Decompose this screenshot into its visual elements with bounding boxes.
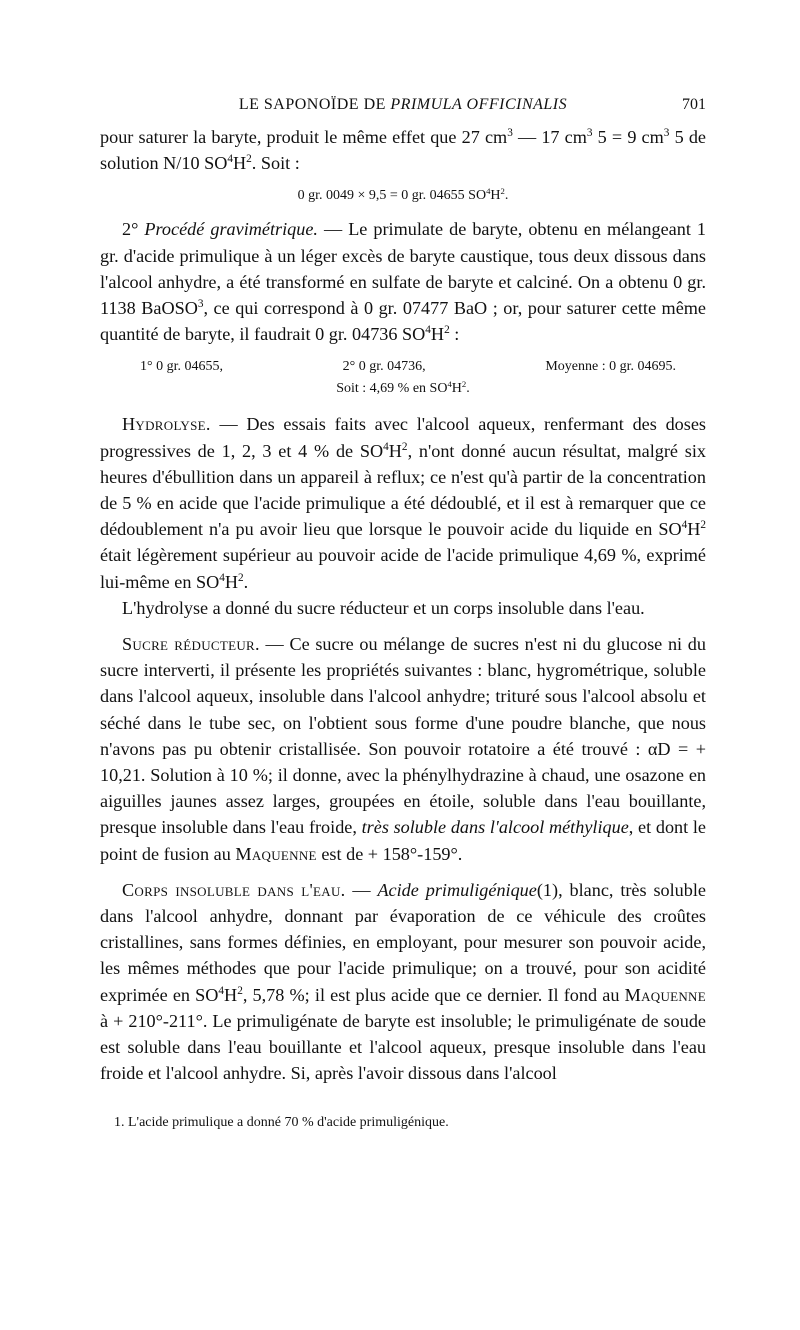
formula-acidity	[100, 186, 706, 206]
text-run: 5 de solution N/10 SO	[100, 127, 706, 174]
superscript: 3	[197, 298, 204, 311]
text-run: .	[243, 571, 249, 592]
result-percent	[100, 379, 706, 399]
text-run: , ce qui correspond à 0 gr. 07477 BaO ; or, pour saturer cette même quantité de baryte, il faudrait 0 gr. 04736 SO	[100, 298, 706, 345]
superscript: 4	[447, 379, 452, 390]
superscript: 2	[444, 324, 450, 337]
page-number: 701	[682, 96, 706, 113]
section-title: Procédé gravimétrique.	[144, 219, 318, 240]
author-name: Maquenne	[235, 843, 317, 864]
superscript: 4	[218, 984, 225, 997]
superscript: 2	[401, 440, 408, 453]
superscript: 4	[219, 571, 225, 584]
section-heading: Sucre réducteur.	[122, 634, 260, 655]
paragraph-reducing-sugar	[100, 631, 706, 867]
paragraph-insoluble-body	[100, 877, 706, 1087]
text-run: à + 210°-211°. Le primuligénate de baryte est insoluble; le primuligénate de soude est soluble dans l'eau bouillante et l'alcool aqueux, presque insoluble dans l'eau froide et l'alcool anhydre. Si, après l'avoir dissous dans l'alcool	[100, 1010, 706, 1084]
text-run: était légèrement supérieur au pouvoir acide de l'acide primulique 4,69 %, exprimé lui-même en SO	[100, 545, 706, 592]
text-run: est de + 158°-159°.	[316, 843, 463, 864]
superscript: 4	[681, 519, 688, 532]
result-mean: Moyenne : 0 gr. 04695.	[545, 359, 676, 375]
text-run: —	[345, 879, 378, 900]
text-run: H	[430, 324, 445, 345]
text-run: 0 gr. 0049 × 9,5 = 0 gr. 04655 SO	[297, 188, 487, 204]
running-head	[100, 96, 706, 118]
superscript: 2	[700, 519, 706, 532]
text-run: H	[451, 381, 462, 397]
paragraph-hydrolysis-result: L'hydrolyse a donné du sucre réducteur et un corps insoluble dans l'eau.	[122, 597, 645, 618]
body-text	[100, 124, 706, 1087]
superscript: 4	[425, 324, 431, 337]
text-run: . Soit :	[251, 153, 300, 174]
text-run: — 17 cm	[512, 127, 587, 147]
text-run: H	[224, 984, 238, 1005]
text-run: , n'ont donné aucun résultat, malgré six heures d'ébullition dans un appareil à reflux; ce n'est qu'à partir de la concentration de 5 % en acide que l'acide primulique a été dédoublé, et il est à remarquer que ce dédoublement n'a pu avoir lieu que lorsque le pouvoir acide du liquide en SO	[100, 440, 706, 540]
superscript: 2	[246, 153, 252, 166]
running-title-roman: LE SAPONOÏDE DE	[238, 96, 391, 113]
italic-run: très soluble dans l'alcool méthylique	[361, 817, 629, 838]
result-second: 2° 0 gr. 04736,	[342, 359, 426, 375]
paragraph-titration-continuation	[100, 124, 706, 176]
section-heading: Corps insoluble dans l'eau.	[122, 879, 346, 900]
footnote-marker: (1)	[536, 879, 559, 900]
text-run: Soit : 4,69 % en SO	[336, 381, 448, 397]
superscript: 4	[227, 153, 233, 166]
text-run: 5 = 9 cm	[592, 127, 664, 147]
running-title-species: PRIMULA OFFICINALIS	[390, 96, 568, 113]
text-run: 2°	[122, 219, 145, 240]
superscript: 4	[383, 440, 389, 453]
text-run: , et dont le point de fusion au	[100, 817, 707, 864]
text-run: pour saturer la baryte, produit le même effet que 27 cm	[100, 127, 508, 147]
text-run: — Ce sucre ou mélange de sucres n'est ni du glucose ni du sucre interverti, il présente les propriétés suivantes : blanc, hygrométrique, soluble dans l'alcool aqueux, insoluble dans l'alcool anhydre; trituré sous l'alcool absolu et séché dans le tube sec, on l'obtient sous forme d'une poudre blanche, que nous n'avons pas pu obtenir cristallisée. Son pouvoir rotatoire a été trouvé : αD = + 10,21. Solution à 10 %; il donne, avec la phénylhydrazine à chaud, une osazone en aiguilles jaunes assez larges, groupées en étoile, soluble dans l'eau bouillante, presque insoluble dans l'eau froide,	[100, 634, 706, 838]
superscript: 2	[461, 379, 467, 390]
superscript: 2	[237, 984, 243, 997]
superscript: 4	[486, 186, 491, 197]
result-first: 1° 0 gr. 04655,	[140, 359, 223, 375]
text-run: H	[224, 571, 238, 592]
superscript: 2	[500, 186, 505, 197]
text-run: H	[687, 519, 701, 540]
text-run: H	[388, 440, 402, 461]
superscript: 2	[238, 571, 244, 584]
text-run: — Le primulate de baryte, obtenu en mélangeant 1 gr. d'acide primulique à un léger excès de baryte caustique, tous deux dissous dans l'alcool anhydre, a été transformé en sulfate de baryte et calciné. On a obtenu 0 gr. 1138 BaOSO	[100, 219, 707, 319]
text-run: .	[504, 188, 509, 204]
text-run: , blanc, très soluble dans l'alcool anhydre, donnant par évaporation de ce véhicule des croûtes cristallines, sans formes définies, en employant, pour mesurer son pouvoir acide, les mêmes méthodes que pour l'acide primulique; on a trouvé, pour son acidité exprimée en SO	[100, 879, 706, 1005]
paragraph-gravimetric	[100, 216, 706, 347]
running-title	[100, 96, 706, 114]
text-run: H	[490, 188, 501, 204]
superscript: 3	[663, 127, 670, 140]
text-run: , 5,78 %; il est plus acide que ce dernier. Il fond au	[242, 984, 625, 1005]
results-row	[140, 357, 676, 377]
text-run: — Des essais faits avec l'alcool aqueux, renfermant des doses progressives de 1, 2, 3 et 4 % de SO	[100, 414, 706, 461]
footnote: 1. L'acide primulique a donné 70 % d'acide primuligénique.	[114, 1115, 449, 1130]
text-run: :	[449, 324, 460, 345]
author-name: Maquenne	[624, 984, 706, 1005]
section-heading: Hydrolyse.	[122, 414, 211, 435]
text-run: .	[466, 381, 470, 397]
superscript: 3	[586, 127, 593, 140]
italic-run: Acide primuligénique	[377, 879, 537, 900]
paragraph-hydrolysis	[100, 411, 706, 594]
superscript: 3	[507, 127, 513, 140]
text-run: H	[232, 153, 247, 174]
